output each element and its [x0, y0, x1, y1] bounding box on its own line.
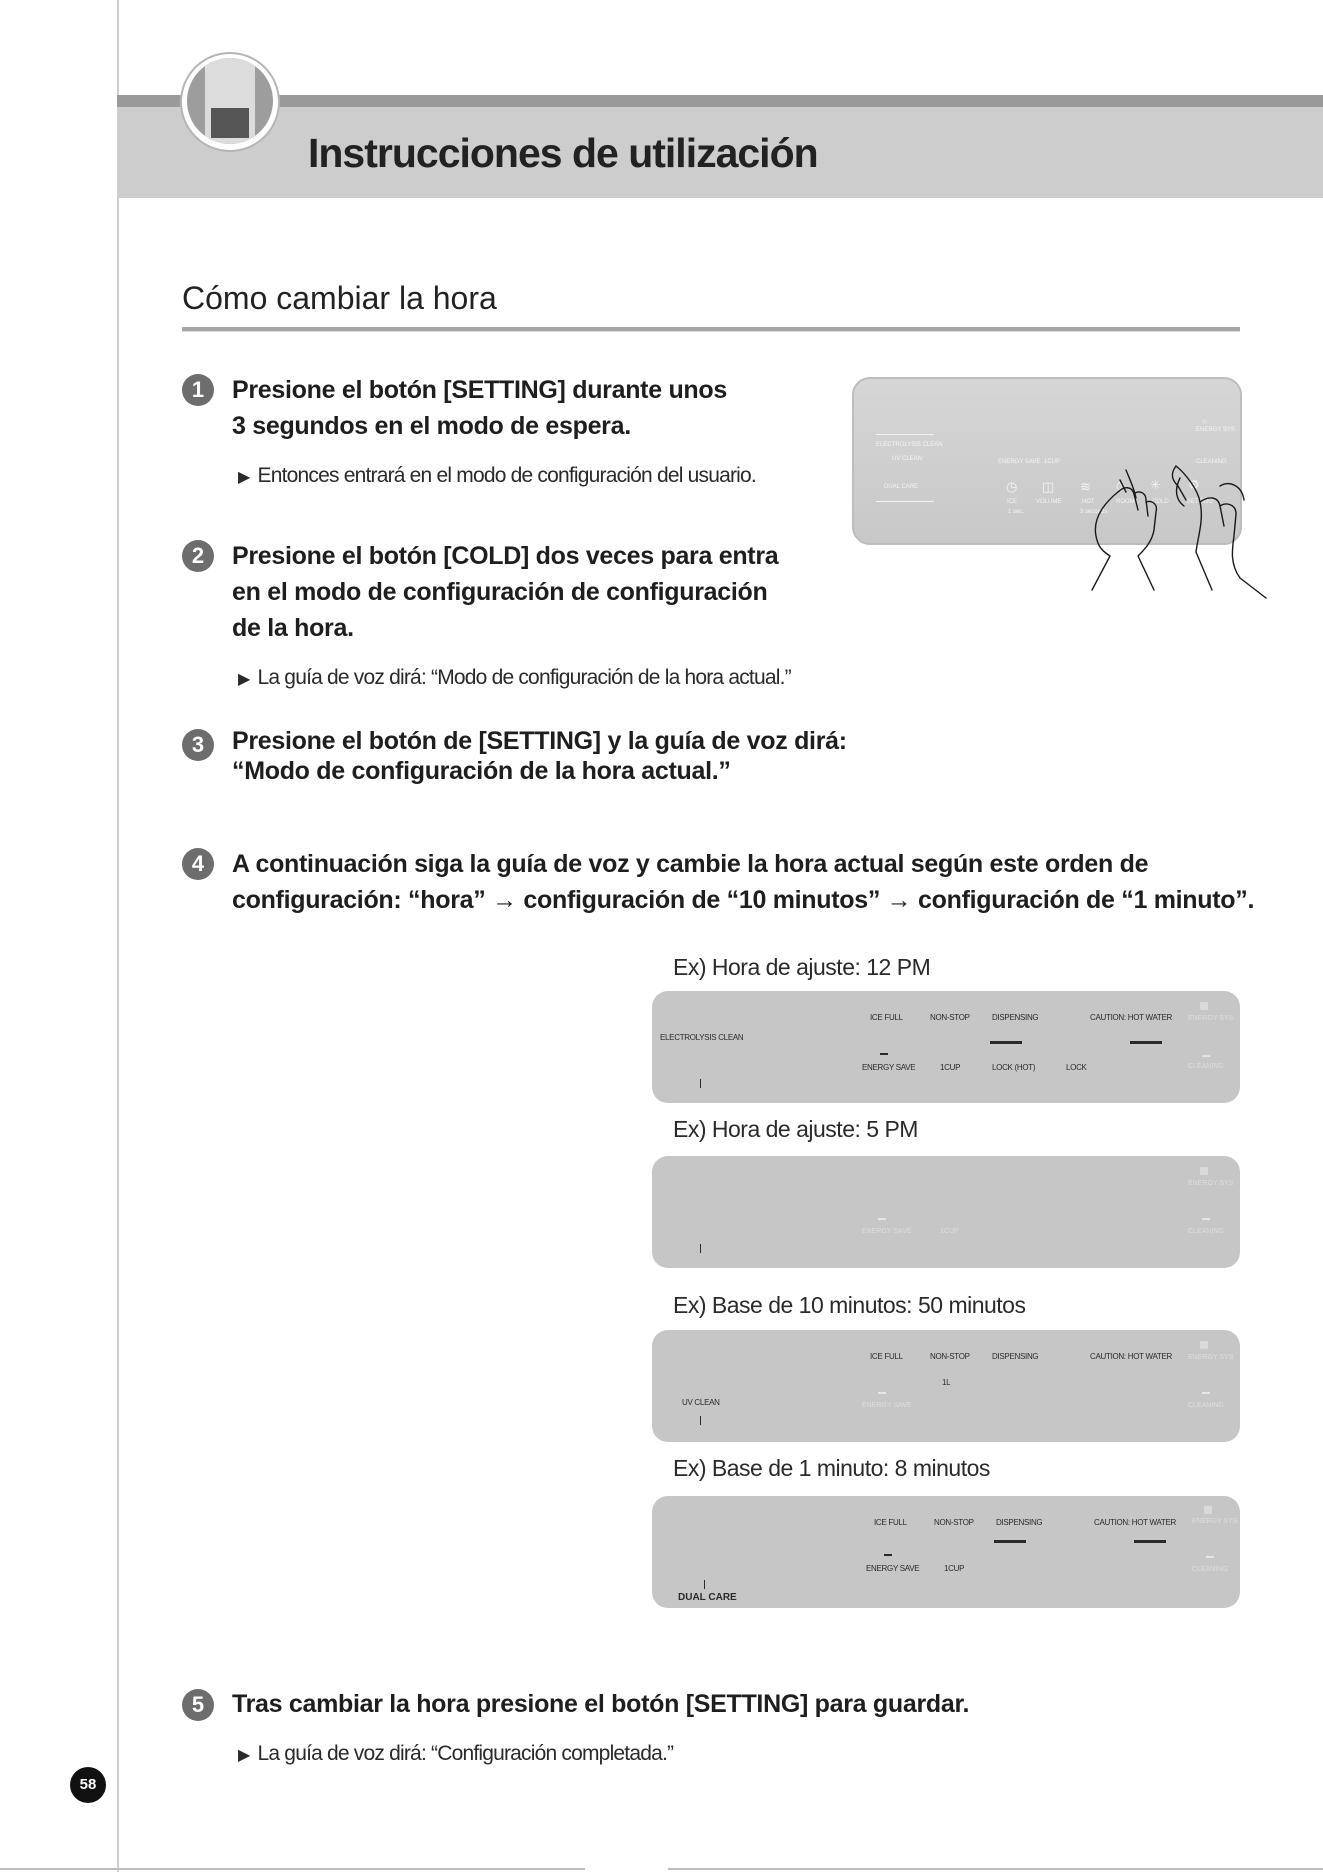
- segment-dash: [1130, 1041, 1162, 1044]
- status-lock: LOCK: [1066, 1063, 1087, 1072]
- segment-dash-dim: [1202, 1055, 1210, 1057]
- volume-icon: ◫: [1042, 479, 1055, 494]
- status-ice-full: ICE FULL: [870, 1352, 903, 1361]
- indicator-dot: [1200, 1002, 1208, 1010]
- example-label: Ex) Base de 10 minutos: 50 minutos: [673, 1292, 1026, 1318]
- status-cleaning: CLEANING: [1188, 1402, 1224, 1409]
- section-title: Cómo cambiar la hora: [182, 280, 497, 316]
- step-line: en el modo de configuración de configuración: [232, 578, 768, 606]
- status-caution-hot-water: CAUTION: HOT WATER: [1090, 1013, 1173, 1022]
- status-energy-sys: ENERGY SYS: [1188, 1354, 1234, 1361]
- footer-rule: [0, 1868, 585, 1870]
- status-energy-sys: ENERGY SYS: [1188, 1180, 1234, 1187]
- status-caution-hot-water: CAUTION: HOT WATER: [1090, 1352, 1173, 1361]
- panel-label: DUAL CARE: [884, 484, 919, 490]
- panel-label: UV CLEAN: [892, 456, 923, 462]
- step-line: Presione el botón de [SETTING] y la guía de voz dirá:: [232, 727, 847, 755]
- step-line: A continuación siga la guía de voz y cambie la hora actual según este orden de: [232, 850, 1149, 878]
- status-energy-sys: ENERGY SYS: [1188, 1015, 1234, 1022]
- status-energy-save: ENERGY SAVE: [862, 1063, 916, 1072]
- section-divider: [182, 327, 1240, 332]
- panel-indicator: [1202, 419, 1207, 424]
- step-4-text: [232, 846, 1254, 918]
- status-uv-clean: UV CLEAN: [682, 1398, 720, 1407]
- status-energy-sys: ENERGY SYS: [1192, 1518, 1238, 1525]
- step-2-note: [238, 666, 791, 690]
- indicator-dot: [1200, 1341, 1208, 1349]
- segment-dash: [994, 1540, 1026, 1543]
- page-number: 58: [70, 1767, 106, 1803]
- room-icon: ◊: [1116, 479, 1123, 494]
- status-non-stop: NON-STOP: [930, 1013, 970, 1022]
- status-1cup: 1CUP: [940, 1228, 959, 1235]
- segment-dash: [884, 1554, 892, 1556]
- step-line: Presione el botón [COLD] dos veces para entra: [232, 542, 779, 570]
- panel-label: CLEANING: [1196, 459, 1227, 465]
- step-2-text: [232, 538, 778, 646]
- thumbnail-device: [205, 58, 255, 144]
- segment-dash-dim: [1202, 1218, 1210, 1220]
- segment-tick: [704, 1580, 705, 1589]
- status-non-stop: NON-STOP: [930, 1352, 970, 1361]
- header-stripe: [117, 95, 1323, 107]
- status-energy-save: ENERGY SAVE: [866, 1564, 920, 1573]
- status-energy-save: ENERGY SAVE: [862, 1228, 912, 1235]
- example-label: Ex) Base de 1 minuto: 8 minutos: [673, 1455, 990, 1481]
- status-1cup: 1CUP: [940, 1063, 961, 1072]
- example-label: Ex) Hora de ajuste: 5 PM: [673, 1116, 918, 1142]
- panel-label: ENERGY SYS: [1196, 427, 1235, 433]
- note-text: La guía de voz dirá: “Modo de configuración de la hora actual.”: [257, 666, 791, 689]
- segment-dash-dim: [1202, 1392, 1210, 1394]
- step-3-text: [232, 726, 847, 786]
- hands-pressing-buttons-illustration: [1080, 440, 1280, 600]
- indicator-dot: [1200, 1167, 1208, 1175]
- status-1l: 1L: [942, 1378, 951, 1387]
- hot-icon: ≋: [1080, 479, 1091, 494]
- step-5-text: [232, 1686, 969, 1722]
- bullet-triangle-icon: ▶: [238, 469, 250, 486]
- status-cleaning: CLEANING: [1192, 1566, 1228, 1573]
- margin-rule: [117, 0, 119, 1872]
- segment-dash-dim: [1206, 1556, 1214, 1558]
- status-ice-full: ICE FULL: [874, 1518, 907, 1527]
- ice-icon: ◷: [1006, 479, 1018, 494]
- water-purifier-icon: [187, 58, 273, 144]
- step-5-note: [238, 1742, 673, 1766]
- cold-icon: ✳: [1150, 477, 1161, 492]
- footer-rule: [668, 1868, 1323, 1870]
- panel-label: ENERGY SAVE: [998, 459, 1041, 465]
- step-number-4: 4: [182, 848, 214, 880]
- thumbnail-dispense-slot: [211, 108, 249, 138]
- step-1-note: [238, 464, 756, 488]
- status-dispensing: DISPENSING: [996, 1518, 1043, 1527]
- step-number-5: 5: [182, 1689, 214, 1721]
- status-lock-hot: LOCK (HOT): [992, 1063, 1036, 1072]
- lcd-display-5pm: [652, 1156, 1240, 1268]
- bullet-triangle-icon: ▶: [238, 1747, 250, 1764]
- status-energy-save: ENERGY SAVE: [862, 1402, 912, 1409]
- panel-label: 1CUP: [1044, 459, 1061, 465]
- page-title: Instrucciones de utilización: [308, 130, 818, 176]
- step-line: configuración: “hora” → configuración de “10 minutos” → configuración de “1 minuto”.: [232, 886, 1255, 914]
- segment-tick: [700, 1416, 701, 1425]
- step-number-1: 1: [182, 374, 214, 406]
- panel-line: [876, 434, 934, 435]
- status-cleaning: CLEANING: [1188, 1228, 1224, 1235]
- panel-label: ELECTROLYSIS CLEAN: [876, 442, 943, 448]
- status-dual-care: DUAL CARE: [678, 1592, 737, 1603]
- setting-icon: ⚙: [1188, 477, 1200, 492]
- panel-button-label: SETTING: [1187, 499, 1214, 505]
- status-caution-hot-water: CAUTION: HOT WATER: [1094, 1518, 1177, 1527]
- segment-tick: [700, 1244, 701, 1253]
- panel-button-label: ROOM: [1116, 499, 1135, 505]
- lcd-display-12pm: [652, 991, 1240, 1103]
- note-text: Entonces entrará en el modo de configuración del usuario.: [257, 464, 756, 487]
- indicator-dot: [1204, 1506, 1212, 1514]
- example-label: Ex) Hora de ajuste: 12 PM: [673, 954, 931, 980]
- step-line: Tras cambiar la hora presione el botón [SETTING] para guardar.: [232, 1690, 970, 1718]
- status-1cup: 1CUP: [944, 1564, 965, 1573]
- panel-button-label: VOLUME: [1036, 499, 1062, 505]
- panel-button-label: COLD: [1152, 499, 1169, 505]
- segment-dash: [880, 1053, 888, 1055]
- step-line: Presione el botón [SETTING] durante unos: [232, 376, 727, 404]
- step-line: 3 segundos en el modo de espera.: [232, 412, 631, 440]
- segment-dash-dim: [878, 1392, 886, 1394]
- panel-line: [876, 501, 934, 502]
- status-non-stop: NON-STOP: [934, 1518, 974, 1527]
- status-cleaning: CLEANING: [1188, 1063, 1224, 1070]
- step-1-text: [232, 372, 727, 444]
- panel-button-label: ICE: [1007, 499, 1018, 505]
- step-line: de la hora.: [232, 614, 354, 642]
- note-text: La guía de voz dirá: “Configuración completada.”: [257, 1742, 674, 1765]
- step-number-2: 2: [182, 540, 214, 572]
- status-ice-full: ICE FULL: [870, 1013, 903, 1022]
- lcd-display-10min: [652, 1330, 1240, 1442]
- segment-dash-dim: [878, 1218, 886, 1220]
- step-line: “Modo de configuración de la hora actual.”: [232, 757, 731, 785]
- bullet-triangle-icon: ▶: [238, 671, 250, 688]
- panel-sub-label: 1 sec.: [1008, 509, 1025, 515]
- lcd-display-1min: [652, 1496, 1240, 1608]
- panel-button-label: HOT: [1082, 499, 1095, 505]
- segment-dash: [990, 1041, 1022, 1044]
- status-left-label: ELECTROLYSIS CLEAN: [660, 1033, 744, 1042]
- step-number-3: 3: [182, 729, 214, 761]
- segment-dash: [1134, 1540, 1166, 1543]
- status-dispensing: DISPENSING: [992, 1352, 1039, 1361]
- segment-tick: [700, 1079, 701, 1088]
- panel-sub-label: 3 seconds: [1080, 509, 1108, 515]
- status-dispensing: DISPENSING: [992, 1013, 1039, 1022]
